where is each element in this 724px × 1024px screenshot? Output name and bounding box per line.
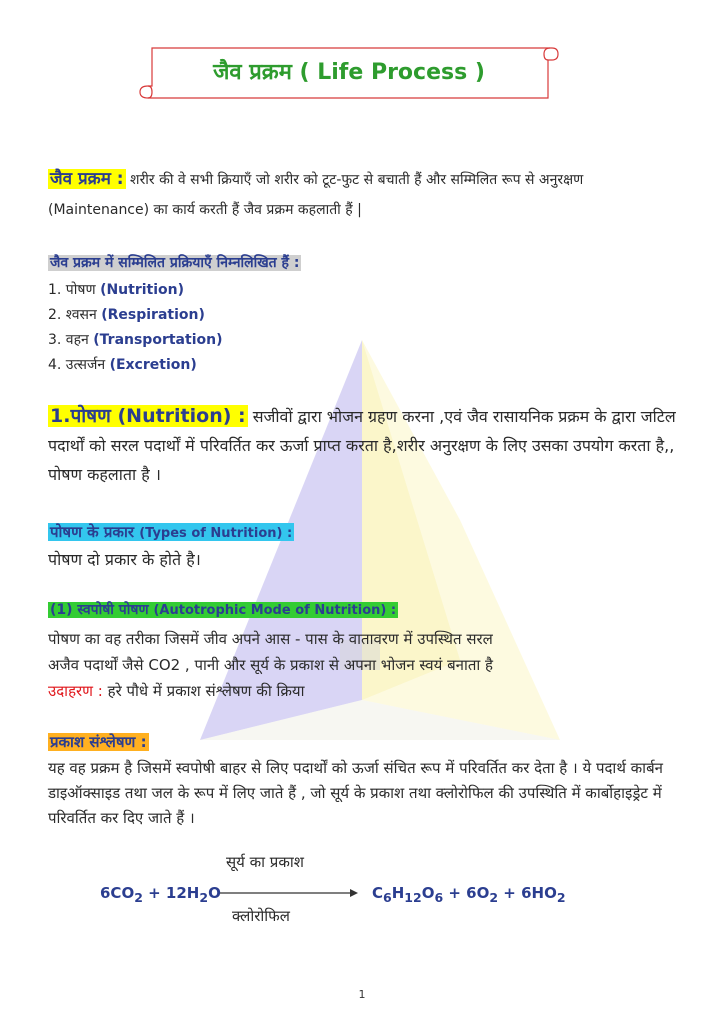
types-heading: पोषण के प्रकार (Types of Nutrition) : xyxy=(50,523,293,541)
page-number: 1 xyxy=(358,988,366,1001)
list-item: 3. वहन (Transportation) xyxy=(48,332,223,348)
process-list xyxy=(48,278,684,378)
photosynthesis-text: यह वह प्रक्रम है जिसमें स्वपोषी बाहर से लिए पदार्थों को ऊर्जा संचित रूप में परिवर्तित कर देता है । ये पदार्थ कार्बन डाइऑक्साइड तथा जल के रूप में लिए जाते हैं , जो सूर्य के प्रकाश तथा क्लोरोफिल की उपस्थिति में कार्बोहाइड्रेट में परिवर्तित कर दिए जाते हैं । xyxy=(48,759,663,827)
nutrition-text: सजीवों द्वारा भोजन ग्रहण करना ,एवं जैव रासायनिक प्रक्रम के द्वारा जटिल पदार्थों को सरल पदार्थों में परिवर्तित कर ऊर्जा प्राप्त करता है,शरीर अनुरक्षण के लिए उसका उपयोग करता है,, पोषण कहलाता है । xyxy=(48,407,676,484)
equation-products: $C_6H_{12}O_6 + 6O_2 + 6HO_2$ xyxy=(372,884,566,905)
list-item: 4. उत्सर्जन (Excretion) xyxy=(48,357,197,373)
processes-heading: जैव प्रक्रम में सम्मिलित प्रक्रियाएँ निम्नलिखित हैं : xyxy=(50,255,300,271)
page-title: जैव प्रक्रम ( Life Process ) xyxy=(213,60,485,85)
intro-term: जैव प्रक्रम : xyxy=(50,169,124,189)
intro-text: शरीर की वे सभी क्रियाएँ जो शरीर को टूट-फुट से बचाती हैं और सम्मिलित रूप से अनुरक्षण (Maintenance) का कार्य करती हैं जैव प्रक्रम कहलाती हैं | xyxy=(48,172,584,218)
list-item: 2. श्वसन (Respiration) xyxy=(48,307,205,323)
intro-definition xyxy=(48,164,684,225)
photosynthesis-heading-wrap xyxy=(48,732,684,752)
nutrition-term: 1.पोषण (Nutrition) : xyxy=(50,405,246,427)
equation-reactants: $6CO_2 + 12H_2O$ xyxy=(100,884,221,905)
autotrophic-heading-wrap xyxy=(48,600,684,619)
types-heading-wrap xyxy=(48,522,684,542)
equation-condition-below: क्लोरोफिल xyxy=(232,907,290,925)
autotrophic-line-2: अजैव पदार्थों जैसे CO2 , पानी और सूर्य के प्रकाश से अपना भोजन स्वयं बनाता है xyxy=(48,656,494,674)
autotrophic-example: उदाहरण : हरे पौधे में प्रकाश संश्लेषण की क्रिया xyxy=(48,682,305,700)
list-item: 1. पोषण (Nutrition) xyxy=(48,282,185,298)
equation-condition-above: सूर्य का प्रकाश xyxy=(226,853,304,871)
photosynthesis-heading: प्रकाश संश्लेषण : xyxy=(50,733,147,751)
autotrophic-text xyxy=(48,626,684,704)
types-text: पोषण दो प्रकार के होते है। xyxy=(48,550,201,569)
autotrophic-line-1: पोषण का वह तरीका जिसमें जीव अपने आस - पास के वातावरण में उपस्थित सरल xyxy=(48,630,493,648)
nutrition-definition xyxy=(48,402,684,489)
reaction-arrow-icon xyxy=(218,886,360,900)
processes-heading-wrap xyxy=(48,253,684,272)
autotrophic-heading: (1) स्वपोषी पोषण (Autotrophic Mode of Nutrition) : xyxy=(50,602,397,618)
